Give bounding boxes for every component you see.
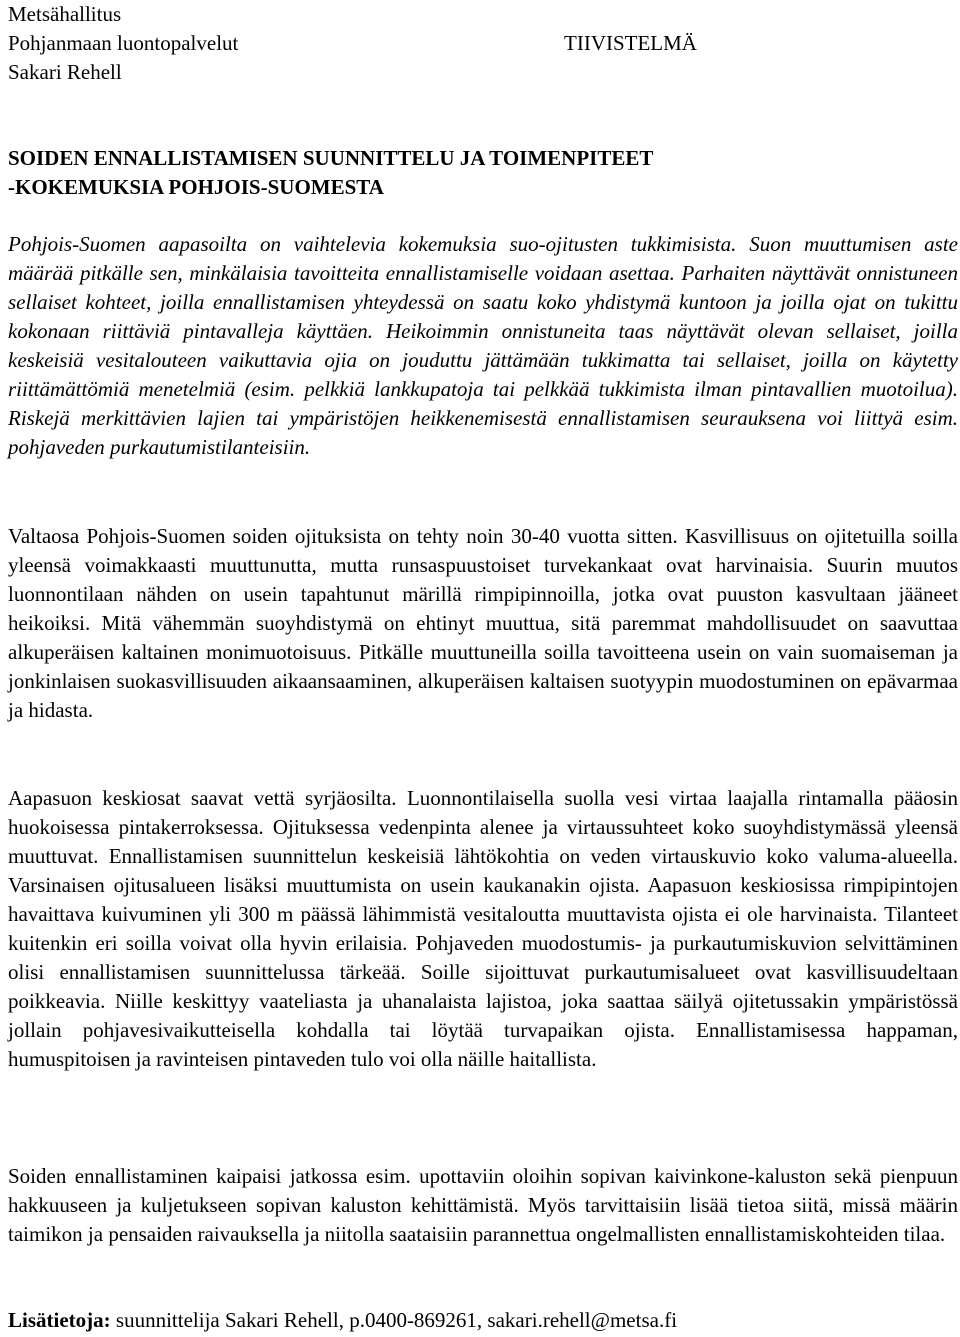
abstract-paragraph: Pohjois-Suomen aapasoilta on vaihtelevia kokemuksia suo-ojitusten tukkimisista. Suon muuttumisen aste määrää pitkälle sen, minkälaisia tavoitteita ennallistamiselle voidaan asettaa. Parhaiten näyttävät onnistuneen sellaiset kohteet, joilla ennallistamisen yhteydessä on saatu koko yhdistymä kuntoon ja joilla ojat on tukittu kokonaan riittäviä pintavalleja käyttäen. Heikoimmin onnistuneita taas näyttävät olevan sellaiset, joilla keskeisiä vesitalouteen vaikuttavia ojia on jouduttu jättämään tukkimatta tai sellaiset, joilla on käytetty riittämättömiä menetelmiä (esim. pelkkiä lankkupatoja tai pelkkää tukkimista ilman pintavallien muotoilua). Riskejä merkittävien lajien tai ympäristöjen heikkenemisestä ennallistamisen seurauksena voi liittyä esim. pohjaveden purkautumistilanteisiin. xyxy=(8,232,958,459)
body-paragraph-2: Aapasuon keskiosat saavat vettä syrjäosilta. Luonnontilaisella suolla vesi virtaa laajalla rintamalla pääosin huokoisessa pintakerroksessa. Ojituksessa vedenpinta alenee ja virtaussuhteet koko suoyhdistymässä yleensä muuttuvat. Ennallistamisen suunnittelun keskeisiä lähtökohtia on veden virtauskuvio koko valuma-alueella. Varsinaisen ojitusalueen lisäksi muuttumista on usein kaukanakin ojista. Aapasuon keskiosissa rimpipintojen havaittava kuivuminen yli 300 m päässä lähimmistä vesitaloutta muuttavista ojista ei ole harvinaista. Tilanteet kuitenkin eri soilla voivat olla hyvin erilaisia. Pohjaveden muodostumis- ja purkautumiskuvion selvittäminen olisi ennallistamisen suunnittelussa tärkeää. Soille sijoittuvat purkautumisalueet ovat kasvillisuudeltaan poikkeavia. Niille keskittyy vaateliasta ja uhanalaista lajistoa, joka saattaa säilyä ojitetussakin ympäristössä jollain pohjavesivaikutteisella kohdalla tai löytää turvapaikan ojista. Ennallistamisessa happaman, humuspitoisen ja ravinteisen pintaveden tulo voi olla näille haitallista. xyxy=(8,786,958,1071)
header-sender-block xyxy=(8,0,238,87)
organization-unit: Pohjanmaan luontopalvelut xyxy=(8,31,239,55)
title-line-1: SOIDEN ENNALLISTAMISEN SUUNNITTELU JA TOIMENPITEET xyxy=(8,146,654,170)
document-type: TIIVISTELMÄ xyxy=(564,31,697,55)
contact-details: suunnittelija Sakari Rehell, p.0400-869261, sakari.rehell@metsa.fi xyxy=(115,1308,678,1332)
organization-name: Metsähallitus xyxy=(8,2,122,26)
body-paragraph-3: Soiden ennallistaminen kaipaisi jatkossa esim. upottaviin oloihin sopivan kaivinkone-kaluston sekä pienpuun hakkuuseen ja kuljetukseen sopivan kaluston kehittämistä. Myös tarvittaisiin lisää tietoa siitä, missä määrin taimikon ja pensaiden raivauksella ja niitolla saataisiin parannettua ongelmallisten ennallistamiskohteiden tilaa. xyxy=(8,1164,958,1246)
document-page xyxy=(8,0,958,1332)
body-paragraph-1: Valtaosa Pohjois-Suomen soiden ojituksista on tehty noin 30-40 vuotta sitten. Kasvillisuus on ojitetuilla soilla yleensä voimakkaasti muuttunutta, mutta runsaspuustoiset turvekankaat ovat harvinaisia. Suurin muutos luonnontilaan nähden on usein tapahtunut märillä rimpipinnoilla, jotka ovat puuston kasvultaan jääneet heikoiksi. Mitä vähemmän suoyhdistymä on ehtinyt muuttua, sitä paremmat mahdollisuudet on saavuttaa alkuperäisen kaltainen monimuotoisuus. Pitkälle muuttuneilla soilla tavoitteena usein on vain suomaiseman ja jonkinlaisen suokasvillisuuden aikaansaaminen, alkuperäisen kaltaisen suotyypin muodostuminen on epävarmaa ja hidasta. xyxy=(8,524,958,722)
document-title xyxy=(8,144,653,202)
contact-footer xyxy=(8,1306,677,1335)
document-header xyxy=(8,0,958,90)
contact-label: Lisätietoja: xyxy=(8,1308,111,1332)
author-name: Sakari Rehell xyxy=(8,60,122,84)
title-line-2: -KOKEMUKSIA POHJOIS-SUOMESTA xyxy=(8,175,384,199)
